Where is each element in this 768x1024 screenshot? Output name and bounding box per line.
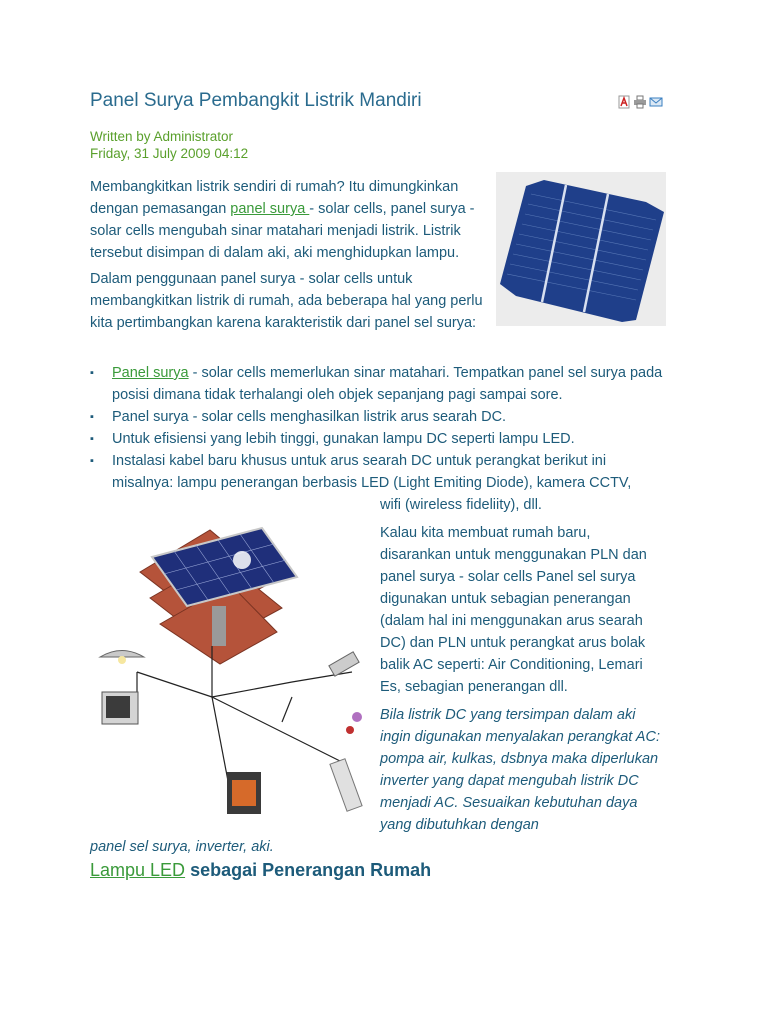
email-icon[interactable] bbox=[649, 95, 663, 109]
intro-text-rest: - solar cells, panel surya - solar cells mengubah sinar matahari menjadi listrik. Listrik tersebut disimpan di dalam aki, aki menghidupkan lampu. bbox=[90, 201, 475, 261]
inverter-paragraph: Bila listrik DC yang tersimpan dalam aki ingin digunakan menyalakan perangkat AC: pompa air, kulkas, dsbnya maka diperlukan inverter yang dapat mengubah listrik DC menjadi AC. Sesuaikan kebutuhan daya yang dibutuhkan dengan bbox=[380, 707, 660, 833]
panel-surya-link[interactable]: panel surya bbox=[230, 201, 310, 217]
solar-cell-photo bbox=[496, 172, 666, 326]
section-heading-text: sebagai Penerangan Rumah bbox=[185, 860, 432, 880]
print-icon[interactable] bbox=[633, 95, 647, 109]
considerations-list bbox=[90, 362, 670, 494]
lampu-led-link[interactable]: Lampu LED bbox=[90, 860, 186, 880]
home-solar-system-illustration bbox=[92, 522, 377, 832]
article-toolbar bbox=[617, 95, 663, 109]
pdf-icon[interactable] bbox=[617, 95, 631, 109]
intro-text: Membangkitkan listrik sendiri di rumah? Itu dimungkinkan dengan pemasangan bbox=[90, 179, 459, 217]
section-heading bbox=[90, 860, 431, 881]
inverter-paragraph-end: panel sel surya, inverter, aki. bbox=[90, 839, 274, 855]
wifi-text: wifi (wireless fideliity), dll. bbox=[380, 497, 542, 513]
article-meta bbox=[90, 128, 248, 162]
considerations-paragraph: Dalam penggunaan panel surya - solar cells untuk membangkitkan listrik di rumah, ada beberapa hal yang perlu kita pertimbangkan karena karakteristik dari panel sel surya: bbox=[90, 271, 483, 331]
list-item-text: - solar cells memerlukan sinar matahari. Tempatkan panel sel surya pada posisi dimana tidak terhalangi oleh objek sepanjang pagi sampai sore. bbox=[112, 365, 663, 403]
publish-date: Friday, 31 July 2009 04:12 bbox=[90, 146, 249, 161]
panel-surya-list-link[interactable]: Panel surya bbox=[112, 365, 189, 381]
list-item: ▪ Panel surya - solar cells menghasilkan listrik arus searah DC. bbox=[90, 406, 670, 428]
list-item bbox=[90, 362, 670, 406]
list-item: ▪ Untuk efisiensi yang lebih tinggi, gunakan lampu DC seperti lampu LED. bbox=[90, 428, 670, 450]
list-item: ▪ Instalasi kabel baru khusus untuk arus searah DC untuk perangkat berikut ini misalnya: lampu penerangan berbasis LED (Light Emiting Diode), kamera CCTV, bbox=[90, 450, 670, 494]
intro-paragraph bbox=[90, 176, 490, 264]
page-title: Panel Surya Pembangkit Listrik Mandiri bbox=[90, 90, 422, 111]
recommendation-paragraph: Kalau kita membuat rumah baru, disarankan untuk menggunakan PLN dan panel surya - solar cells Panel sel surya digunakan untuk sebagian penerangan (dalam hal ini menggunakan arus searah DC) dan PLN untuk perangkat arus bolak balik AC seperti: Air Conditioning, Lemari Es, sebagian penerangan dll. bbox=[380, 525, 647, 695]
author: Written by Administrator bbox=[90, 129, 234, 144]
